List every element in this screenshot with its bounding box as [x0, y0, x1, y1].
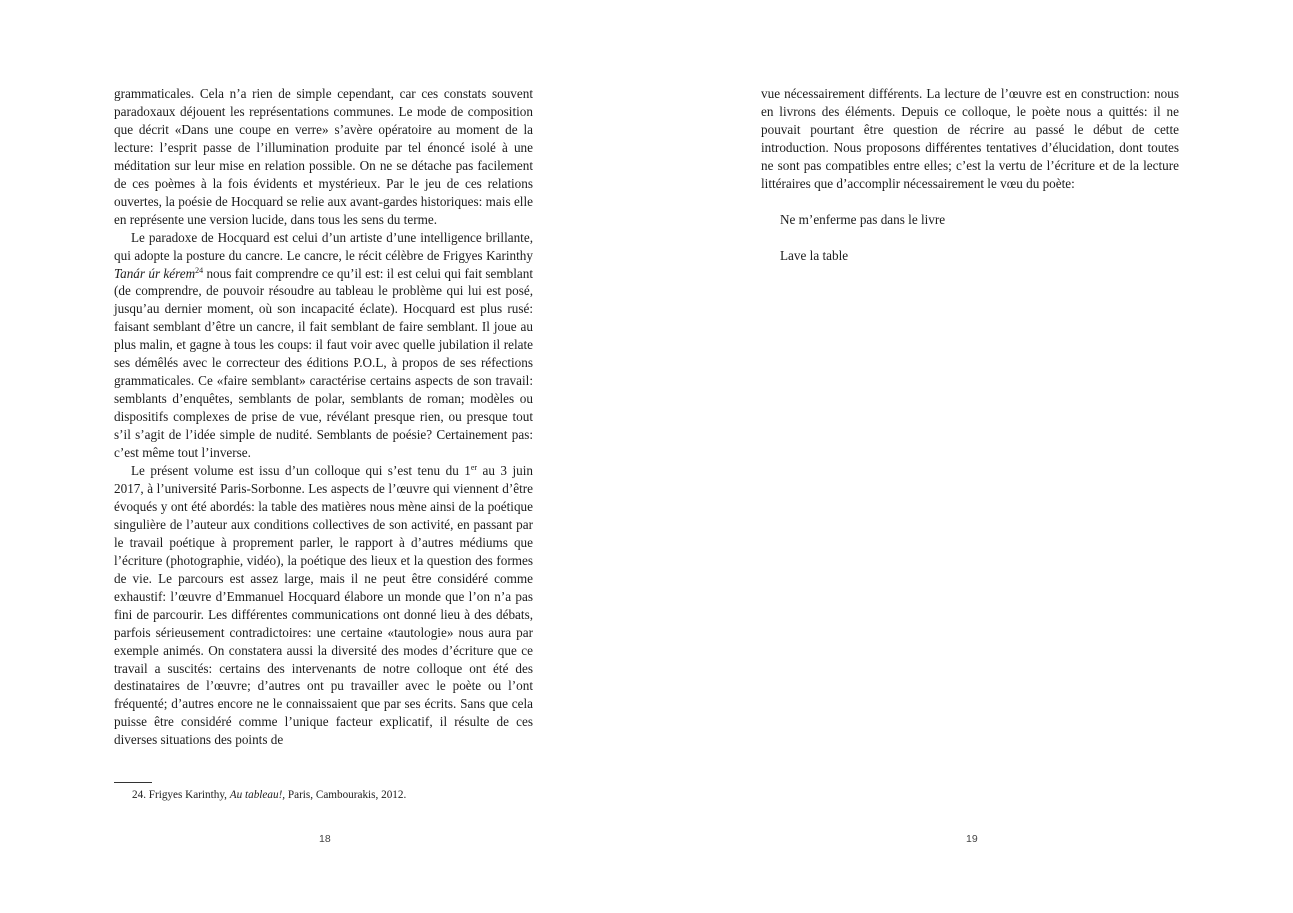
paragraph-text: au 3 juin 2017, à l’université Paris-Sorbonne. Les aspects de l’œuvre qui viennent d’être évoqués y ont été abordés: la table des matières nous mène ainsi de la poétique singulière de l’auteur aux conditions collectives de son activité, en passant par le travail poétique à proprement parler, le rapport à d’autres médiums que l’écriture (photographie, vidéo), la poétique des lieux et la question des formes de vie. Le parcours est assez large, mais il ne peut être considéré comme exhaustif: l’œuvre d’Emmanuel Hocquard élabore un monde que l’on n’a pas fini de parcourir. Les différentes communications ont donné lieu à des débats, parfois sérieusement contradictoires: une certaine «tautologie» nous aura par exemple animés. On constatera aussi la diversité des modes d’écriture que ce travail a suscités: certains des intervenants de notre colloque ont été des destinataires de l’œuvre; d’autres ont pu travailler avec le poète ou l’ont fréquenté; d’autres encore ne le connaissaient que par ses écrits. Sans que cela puisse être considéré comme l’unique facteur explicatif, il résulte de ces diverses situations des points de	[114, 463, 533, 748]
paragraph-text: Le présent volume est issu d’un colloque qui s’est tenu du 1	[131, 463, 471, 479]
verse-line: Lave la table	[780, 248, 849, 263]
paragraph	[114, 229, 533, 462]
paragraph-text: Le paradoxe de Hocquard est celui d’un artiste d’une intelligence brillante, qui adopte la posture du cancre. Le cancre, le récit célèbre de Frigyes Karinthy	[114, 229, 533, 263]
right-body-text	[761, 85, 1179, 193]
footnote-author: Frigyes Karinthy,	[148, 789, 227, 801]
paragraph	[114, 462, 533, 749]
paragraph: vue nécessairement différents. La lecture de l’œuvre est en construction: nous en livrons des éléments. Depuis ce colloque, le poète nous a quittés: il ne pouvait pourtant être question de récrire au passé le début de cette introduction. Nous proposons différentes tentatives d’élucidation, dont toutes ne sont pas compatibles entre elles; c’est la vertu de l’écriture et de la lecture littéraires que d’accomplir nécessairement le vœu du poète:	[761, 86, 1179, 191]
page-number: 19	[966, 833, 978, 845]
footnote-publication: Paris, Cambourakis, 2012.	[287, 789, 407, 801]
page-number: 18	[319, 833, 331, 845]
footnote-rule	[114, 782, 152, 783]
verse-line: Ne m’enferme pas dans le livre	[780, 212, 946, 227]
left-page	[0, 0, 646, 913]
footnote	[132, 787, 406, 803]
footnote-ref[interactable]: 24	[195, 265, 204, 275]
right-page	[646, 0, 1293, 913]
footnote-title: Au tableau!,	[229, 789, 286, 801]
paragraph: grammaticales. Cela n’a rien de simple cependant, car ces constats souvent paradoxaux déjouent les représentations communes. Le mode de composition que décrit «Dans une coupe en verre» s’avère opératoire au moment de la lecture: l’esprit passe de l’illumination produite par tel énoncé isolé à une méditation sur leur mise en relation possible. On ne se détache pas facilement de ces poèmes à la fois évidents et mystérieux. Par le jeu de ces relations ouvertes, la poésie de Hocquard se relie aux avant-gardes historiques: mais elle en représente une version lucide, dans tous les sens du terme.	[114, 86, 533, 227]
ordinal-superscript: er	[470, 463, 478, 473]
left-body-text	[114, 85, 533, 749]
footnote-number: 24.	[132, 789, 146, 801]
paragraph-text: nous fait comprendre ce qu’il est: il est celui qui fait semblant (de comprendre, de pouvoir résoudre au tableau le problème qui lui est posé, jusqu’au dernier moment, où son incapacité éclate). Hocquard est plus rusé: faisant semblant d’être un cancre, il fait semblant de faire semblant. Il joue au plus malin, et gagne à tous les coups: il faut voir avec quelle jubilation il relate ses démêlés avec le correcteur des éditions P.O.L, à propos de ses réfections grammaticales. Ce «faire semblant» caractérise certains aspects de son travail: semblants d’enquêtes, semblants de polar, semblants de roman; modèles ou dispositifs complexes de prise de vue, révélant presque rien, ou presque tout s’il s’agit de l’idée simple de nudité. Semblants de poésie? Certainement pas: c’est même tout l’inverse.	[114, 265, 533, 461]
book-title: Tanár úr kérem	[114, 265, 196, 281]
